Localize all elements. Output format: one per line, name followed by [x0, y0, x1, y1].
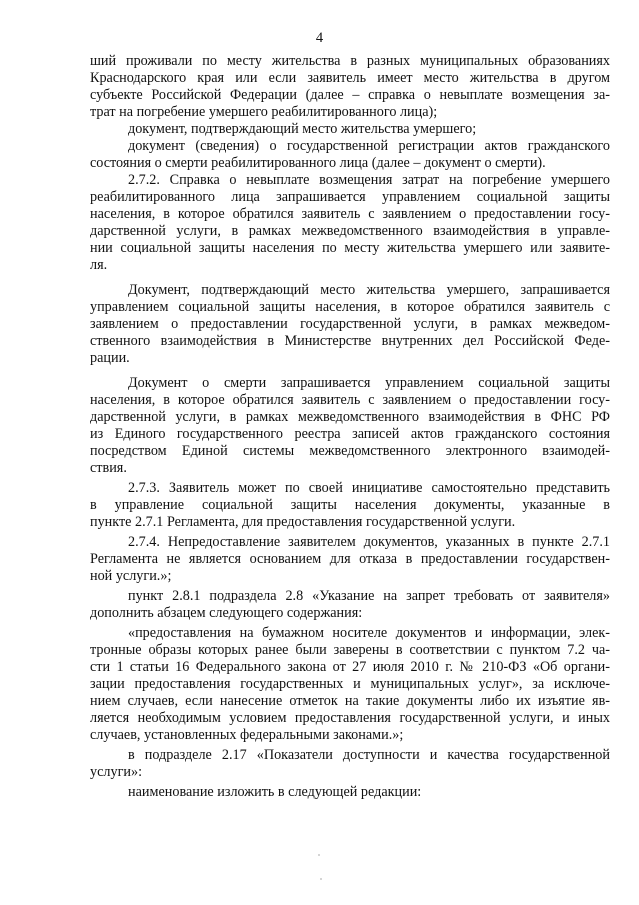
scan-speck [318, 854, 320, 856]
text-line: пункт 2.8.1 подраздела 2.8 «Указание на запрет требовать от заявителя» [128, 588, 610, 604]
text-line: ший проживали по месту жительства в разных муниципальных образованиях [90, 53, 610, 69]
text-line: Регламента не является основанием для отказа в предоставлении государствен- [90, 551, 610, 567]
text-line: дарственной услуги, в рамках межведомственного взаимодействия в ФНС РФ [90, 409, 610, 425]
text-line: документ, подтверждающий место жительства умершего; [128, 121, 477, 137]
page-number: 4 [315, 30, 324, 46]
text-line: нии социальной защиты населения по месту жительства умершего или заявите- [90, 240, 610, 256]
paragraph-gap [90, 274, 610, 282]
text-line: тронные образы которых ранее были заверены в соответствии с пунктом 7.2 ча- [90, 642, 610, 658]
text-line: Документ о смерти запрашивается управлением социальной защиты [128, 375, 610, 391]
text-line: субъекте Российской Федерации (далее – справка о невыплате возмещения за- [90, 87, 610, 103]
text-line: дополнить абзацем следующего содержания: [90, 605, 363, 621]
text-line: ствия. [90, 460, 127, 476]
text-line: ственного взаимодействия в Министерстве внутренних дел Российской Феде- [90, 333, 610, 349]
text-line: документ (сведения) о государственной регистрации актов гражданского [128, 138, 610, 154]
text-line: ля. [90, 257, 108, 273]
text-line: сти 1 статьи 16 Федерального закона от 27 июля 2010 г. № 210-ФЗ «Об органи- [90, 659, 610, 675]
text-line: реабилитированного лица запрашивается управлением социальной защиты [90, 189, 610, 205]
document-body [90, 53, 610, 801]
text-line: зации предоставления государственных и муниципальных услуг», за исключе- [90, 676, 610, 692]
text-line: в управление социальной защиты населения документы, указанные в [90, 497, 610, 513]
text-line: трат на погребение умершего реабилитированного лица); [90, 104, 438, 120]
text-line: Документ, подтверждающий место жительства умершего, запрашивается [128, 282, 610, 298]
text-line: случаев, установленных федеральными законами.»; [90, 727, 404, 743]
text-line: «предоставления на бумажном носителе документов и информации, элек- [128, 625, 610, 641]
text-line: 2.7.4. Непредоставление заявителем документов, указанных в пункте 2.7.1 [128, 534, 610, 550]
text-line: состояния о смерти реабилитированного лица (далее – документ о смерти). [90, 155, 546, 171]
text-line: ляется необходимым условием предоставления государственной услуги, и иных [90, 710, 610, 726]
text-line: нием случаев, если нанесение отметок на такие документы либо их изъятие яв- [90, 693, 610, 709]
text-line: посредством Единой системы межведомственного электронного взаимодей- [90, 443, 610, 459]
text-line: пункте 2.7.1 Регламента, для предоставления государственной услуги. [90, 514, 516, 530]
text-line: из Единого государственного реестра записей актов гражданского состояния [90, 426, 610, 442]
text-line: в подразделе 2.17 «Показатели доступности и качества государственной [128, 747, 610, 763]
text-line: управлением социальной защиты населения, в которое обратился заявитель с [90, 299, 610, 315]
text-line: дарственной услуги, в рамках межведомственного взаимодействия в управле- [90, 223, 610, 239]
text-line: наименование изложить в следующей редакции: [128, 784, 422, 800]
scan-speck [320, 878, 322, 880]
text-line: рации. [90, 350, 130, 366]
text-line: Краснодарского края или если заявитель имеет место жительства в другом [90, 70, 610, 86]
paragraph-gap [90, 367, 610, 375]
text-line: ной услуги.»; [90, 568, 172, 584]
text-line: 2.7.3. Заявитель может по своей инициативе самостоятельно представить [128, 480, 610, 496]
text-line: 2.7.2. Справка о невыплате возмещения затрат на погребение умершего [128, 172, 610, 188]
text-line: услуги»: [90, 764, 143, 780]
text-line: населения, в которое обратился заявитель с заявлением о предоставлении госу- [90, 206, 610, 222]
text-line: заявлением о предоставлении государственной услуги, в рамках межведом- [90, 316, 610, 332]
text-line: населения, в которое обратился заявитель с заявлением о предоставлении госу- [90, 392, 610, 408]
